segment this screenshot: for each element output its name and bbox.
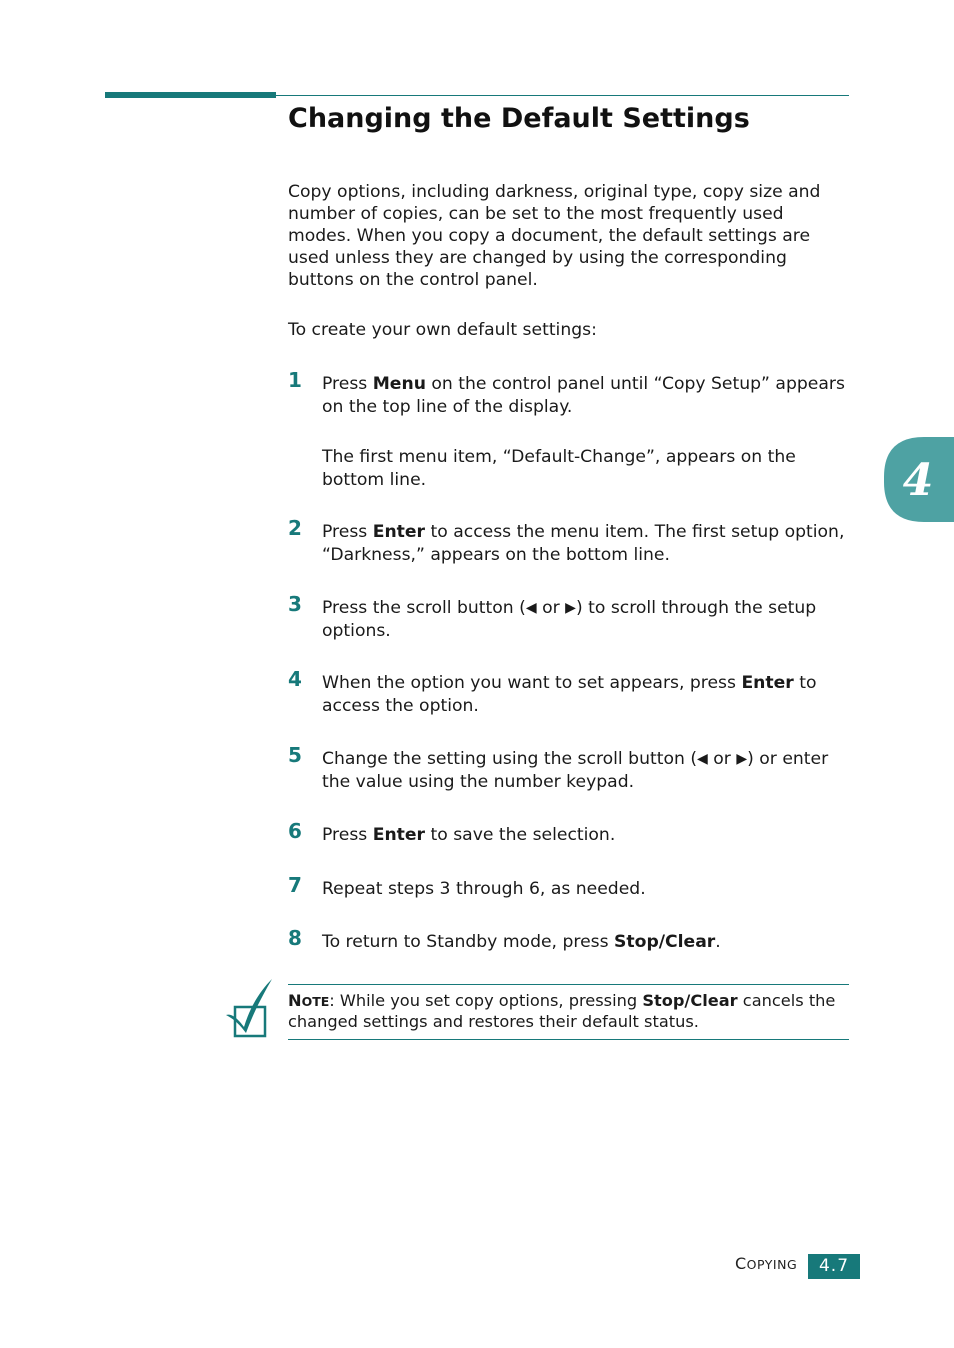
chapter-number: 4: [902, 455, 934, 506]
note-label: NOTE: [288, 991, 330, 1010]
step-text: Press the scroll button (◀ or ▶) to scroll through the setup options.: [322, 598, 817, 641]
step-number: 4: [288, 667, 302, 691]
step-4: [288, 667, 853, 718]
step-text: Press Enter to access the menu item. The first setup option, “Darkness,” appears on the bottom line.: [322, 522, 845, 565]
stop-clear-key-label: Stop/Clear: [614, 932, 716, 952]
intro-paragraph: Copy options, including darkness, original type, copy size and number of copies, can be set to the most frequently used modes. When you copy a document, the default settings are used unless they are changed by using the corresponding buttons on the control panel.: [288, 182, 821, 290]
checkmark-note-icon: [224, 977, 274, 1039]
page-title: Changing the Default Settings: [288, 103, 750, 134]
step-2: [288, 516, 853, 567]
page-number: 4.7: [808, 1254, 860, 1279]
step-number: 8: [288, 926, 302, 950]
step-number: 7: [288, 873, 302, 897]
step-text: When the option you want to set appears, press Enter to access the option.: [322, 673, 817, 716]
left-arrow-icon: ◀: [525, 600, 537, 616]
right-arrow-icon: ▶: [565, 600, 576, 616]
step-text: Change the setting using the scroll button (◀ or ▶) or enter the value using the number keypad.: [322, 749, 829, 792]
step-3: [288, 592, 853, 643]
step-number: 5: [288, 743, 302, 767]
enter-key-label: Enter: [741, 673, 794, 693]
step-text: To return to Standby mode, press Stop/Clear.: [322, 932, 721, 952]
step-5: [288, 743, 853, 794]
enter-key-label: Enter: [372, 825, 426, 845]
enter-key-label: Enter: [372, 522, 426, 542]
menu-key-label: Menu: [372, 374, 426, 394]
step-number: 2: [288, 516, 302, 540]
step-text: Repeat steps 3 through 6, as needed.: [322, 879, 646, 899]
chapter-tab: [884, 437, 954, 522]
left-arrow-icon: ◀: [697, 751, 708, 767]
step-8: [288, 926, 853, 954]
header-rule-thin: [276, 95, 849, 96]
step-text: Press Menu on the control panel until “Copy Setup” appears on the top line of the display. The first menu item, “Default-Change”, appears on the bottom line.: [322, 373, 853, 492]
step-number: 6: [288, 819, 302, 843]
step-number: 1: [288, 368, 302, 392]
note-text: NOTE: While you set copy options, pressing Stop/Clear cancels the changed settings and restores their default status.: [288, 991, 836, 1031]
lead-paragraph: To create your own default settings:: [288, 320, 597, 340]
step-7: [288, 873, 853, 901]
stop-clear-key-label: Stop/Clear: [642, 991, 738, 1010]
step-number: 3: [288, 592, 302, 616]
step-text: Press Enter to save the selection.: [322, 825, 616, 845]
step-1-extra: The first menu item, “Default-Change”, appears on the bottom line.: [322, 447, 796, 490]
footer-section-label: COPYING: [735, 1254, 798, 1273]
right-arrow-icon: ▶: [736, 751, 748, 767]
note-box: [288, 984, 849, 1040]
step-1: [288, 368, 853, 492]
step-6: [288, 819, 853, 847]
header-rule-thick: [105, 92, 276, 98]
